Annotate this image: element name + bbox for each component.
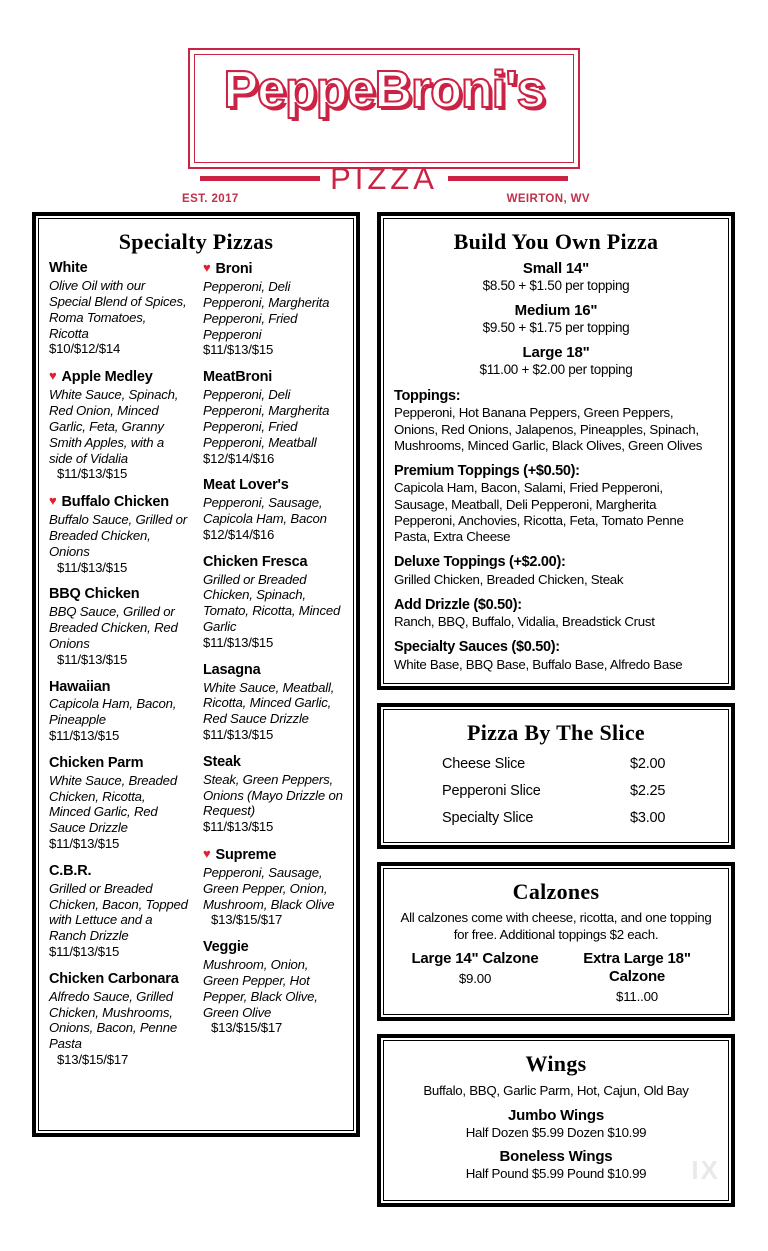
menu-item-name: Hawaiian: [49, 678, 111, 695]
menu-item: [203, 846, 343, 928]
calzones-note: All calzones come with cheese, ricotta, and one topping for free. Additional toppings $2 each.: [400, 910, 712, 942]
menu-item-description: Pepperoni, Sausage, Green Pepper, Onion, Mushroom, Black Olive: [203, 864, 335, 912]
heart-icon: ♥: [49, 368, 57, 384]
by-the-slice-panel: [377, 703, 735, 849]
menu-item-description: White Sauce, Breaded Chicken, Ricotta, Minced Garlic, Red Sauce Drizzle $11/$13/$15: [49, 772, 177, 852]
menu-item-price: $11/$13/$15: [49, 944, 120, 960]
pizza-size-name: Small 14": [522, 260, 590, 278]
menu-body: [0, 212, 768, 1251]
topping-group-list: Capicola Ham, Bacon, Salami, Fried Pepperoni, Sausage, Meatball, Deli Pepperoni, Margherita Pepperoni, Anchovies, Ricotta, Feta, Tomato Penne Pasta, Extra Cheese: [394, 480, 684, 545]
pizza-size-block: [394, 302, 718, 337]
slice-row: [394, 778, 718, 805]
specialty-column-two: [203, 260, 343, 1079]
menu-item-price: $11/$13/$15: [203, 342, 274, 358]
menu-item-price: $11/$13/$15: [203, 819, 274, 835]
menu-item: [49, 679, 189, 744]
menu-item: [203, 554, 343, 651]
specialty-columns: [49, 260, 343, 1079]
menu-item-price: $11/$13/$15: [49, 836, 120, 852]
menu-item-price: $11/$13/$15: [57, 651, 128, 667]
menu-item-price: $11/$13/$15: [49, 728, 120, 744]
menu-item-name: Meat Lover's: [203, 477, 289, 494]
menu-item-name: ♥ Supreme: [203, 846, 277, 864]
topping-group-heading: Deluxe Toppings (+$2.00):: [394, 554, 566, 571]
menu-item-price: $13/$15/$17: [57, 1052, 129, 1068]
pizza-size-name: Large 18": [522, 344, 590, 362]
slice-row: [394, 805, 718, 832]
slice-name: Pepperoni Slice: [442, 783, 541, 800]
wing-option-name: Jumbo Wings: [508, 1106, 604, 1124]
calzone-size: Extra Large 18" Calzone: [583, 950, 691, 986]
logo-pizza-word: PIZZA: [330, 161, 438, 196]
build-your-own-sizes: [394, 260, 718, 379]
menu-item: [203, 260, 343, 358]
menu-item-description: White Sauce, Spinach, Red Onion, Minced Garlic, Feta, Granny Smith Apples, with a side of Vidalia: [49, 387, 179, 466]
heart-icon: ♥: [203, 846, 211, 862]
location-text: WEIRTON, WV: [506, 193, 590, 205]
menu-item: [49, 755, 189, 852]
brand-name: PeppeBroni's: [223, 61, 545, 119]
topping-group-list: Grilled Chicken, Breaded Chicken, Steak: [394, 571, 624, 587]
menu-item-description: Pepperoni, Sausage, Capicola Ham, Bacon: [203, 495, 327, 527]
menu-item-description: Grilled or Breaded Chicken, Spinach, Tomato, Ricotta, Minced Garlic: [203, 571, 341, 635]
slice-name: Specialty Slice: [442, 809, 534, 826]
wings-panel: [377, 1034, 735, 1207]
left-column: [0, 212, 360, 1251]
menu-item-description: Capicola Ham, Bacon, Pineapple: [49, 696, 177, 728]
menu-item-description: Pepperoni, Deli Pepperoni, Margherita Pepperoni, Fried Pepperoni: [203, 279, 330, 342]
menu-item-name: Chicken Parm: [49, 754, 144, 771]
menu-item-name: C.B.R.: [49, 862, 92, 879]
wing-option: [394, 1148, 718, 1183]
build-your-own-title: Build You Own Pizza: [453, 229, 659, 254]
menu-item: [49, 971, 189, 1068]
menu-item: [203, 369, 343, 466]
menu-item-name: Chicken Fresca: [203, 553, 308, 570]
menu-item-price: $13/$15/$17: [211, 1020, 283, 1036]
pizza-size-price: $11.00 + $2.00 per topping: [479, 362, 633, 378]
topping-group: [394, 463, 718, 545]
menu-item: [203, 477, 343, 542]
by-the-slice-title: Pizza By The Slice: [467, 720, 645, 746]
calzone-price: $9.00: [458, 971, 492, 987]
menu-item-description: Buffalo Sauce, Grilled or Breaded Chicken, Onions: [49, 512, 187, 559]
right-column: [360, 212, 768, 1251]
wing-option-price: Half Pound $5.99 Pound $10.99: [465, 1166, 647, 1182]
by-the-slice-rows: [394, 751, 718, 831]
menu-item-name: Lasagna: [203, 661, 261, 678]
menu-item: [49, 260, 189, 357]
wing-option-name: Boneless Wings: [499, 1148, 613, 1166]
menu-item-price: $11/$13/$15: [57, 559, 128, 575]
menu-item-name: White: [49, 260, 88, 277]
specialty-pizzas-panel: [32, 212, 360, 1137]
watermark: IX: [691, 1155, 720, 1185]
pizza-size-block: [394, 260, 718, 295]
specialty-pizzas-title: Specialty Pizzas: [118, 229, 274, 254]
heart-icon: ♥: [203, 260, 211, 276]
menu-item-name: Chicken Carbonara: [49, 970, 179, 987]
menu-item-description: Grilled or Breaded Chicken, Bacon, Topped with Lettuce and a Ranch Drizzle: [49, 880, 188, 944]
calzones-title: Calzones: [512, 878, 600, 904]
menu-item: [49, 863, 189, 960]
menu-item-description: Pepperoni, Deli Pepperoni, Margherita Pepperoni, Fried Pepperoni, Meatball: [203, 387, 330, 450]
menu-item-description: Alfredo Sauce, Grilled Chicken, Mushrooms, Onions, Bacon, Penne Pasta: [49, 988, 177, 1052]
pizza-size-block: [394, 344, 718, 379]
calzone-price: $11..00: [616, 989, 658, 1005]
specialty-column-one: [49, 260, 189, 1079]
menu-item-price: $13/$15/$17: [211, 912, 283, 928]
logo-rule-left: [200, 176, 320, 181]
pizza-size-name: Medium 16": [514, 302, 598, 320]
build-your-own-topping-groups: [394, 388, 718, 673]
menu-item-name: BBQ Chicken: [49, 586, 140, 603]
established-text: EST. 2017: [182, 193, 239, 205]
logo-frame: [188, 48, 580, 169]
menu-item-description: White Sauce, Meatball, Ricotta, Minced Garlic, Red Sauce Drizzle: [203, 679, 335, 727]
topping-group-heading: Specialty Sauces ($0.50):: [394, 639, 560, 656]
pizza-size-price: $8.50 + $1.50 per topping: [482, 278, 630, 294]
topping-group-list: Pepperoni, Hot Banana Peppers, Green Peppers, Onions, Red Onions, Jalapenos, Pineapples, Spinach, Mushrooms, Minced Garlic, Black Olives, Green Olives: [394, 405, 703, 453]
menu-item-price: $12/$14/$16: [203, 450, 275, 466]
menu-item-description: Steak, Green Peppers, Onions (Mayo Drizzle on Request): [203, 771, 343, 819]
wing-option: [394, 1107, 718, 1142]
topping-group: [394, 639, 718, 673]
calzone-size: Large 14" Calzone: [411, 950, 539, 968]
logo-pizza-line: [188, 163, 580, 194]
calzones-options: [394, 950, 718, 1004]
calzone-option: [394, 950, 556, 1004]
topping-group-list: White Base, BBQ Base, Buffalo Base, Alfredo Base: [394, 656, 683, 672]
slice-price: $3.00: [630, 809, 666, 826]
wings-flavors: Buffalo, BBQ, Garlic Parm, Hot, Cajun, Old Bay: [423, 1082, 689, 1098]
topping-group: [394, 388, 718, 454]
logo-rule-right: [448, 176, 568, 181]
logo-header: [0, 0, 768, 212]
calzones-panel: [377, 862, 735, 1022]
wing-option-price: Half Dozen $5.99 Dozen $10.99: [465, 1124, 647, 1140]
slice-row: [394, 751, 718, 778]
menu-item: [203, 754, 343, 835]
topping-group: [394, 554, 718, 588]
menu-item: [49, 368, 189, 482]
menu-item-description: Olive Oil with our Special Blend of Spices, Roma Tomatoes, Ricotta: [49, 278, 187, 341]
build-your-own-panel: [377, 212, 735, 690]
wings-title: Wings: [525, 1051, 587, 1077]
menu-item-price: $12/$14/$16: [203, 526, 275, 542]
slice-price: $2.25: [630, 783, 666, 800]
pizza-size-price: $9.50 + $1.75 per topping: [482, 320, 630, 336]
menu-item: [49, 493, 189, 575]
menu-item-name: Veggie: [203, 939, 249, 956]
menu-item-name: ♥ Apple Medley: [49, 368, 153, 386]
menu-item: [49, 586, 189, 667]
slice-name: Cheese Slice: [442, 756, 526, 773]
wings-options: [394, 1107, 718, 1183]
menu-item-price: $10/$12/$14: [49, 341, 121, 357]
menu-item: [203, 939, 343, 1036]
topping-group-heading: Add Drizzle ($0.50):: [394, 596, 522, 613]
menu-item-name: Steak: [203, 753, 241, 770]
menu-item-name: MeatBroni: [203, 369, 273, 386]
menu-item-description: BBQ Sauce, Grilled or Breaded Chicken, Red Onions: [49, 604, 178, 651]
menu-item-price: $11/$13/$15: [57, 466, 128, 482]
topping-group-heading: Premium Toppings (+$0.50):: [394, 462, 580, 479]
menu-item: [203, 662, 343, 743]
menu-item-price: $11/$13/$15: [203, 727, 274, 743]
topping-group-list: Ranch, BBQ, Buffalo, Vidalia, Breadstick Crust: [394, 614, 655, 630]
topping-group: [394, 597, 718, 631]
menu-item-description: Mushroom, Onion, Green Pepper, Hot Pepper, Black Olive, Green Olive: [203, 957, 318, 1020]
menu-item-name: ♥ Buffalo Chicken: [49, 493, 169, 511]
calzone-option: [556, 950, 718, 1004]
menu-item-name: ♥ Broni: [203, 260, 253, 278]
topping-group-heading: Toppings:: [394, 387, 461, 404]
menu-item-price: $11/$13/$15: [203, 634, 274, 650]
slice-price: $2.00: [630, 756, 666, 773]
heart-icon: ♥: [49, 493, 57, 509]
